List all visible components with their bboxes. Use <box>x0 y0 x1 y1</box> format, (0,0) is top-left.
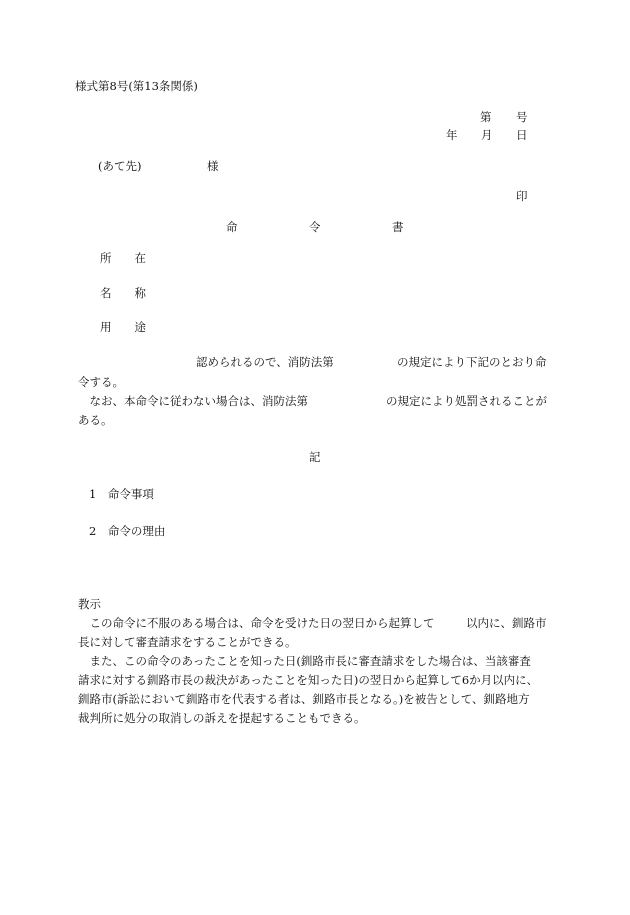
instruction-p2-line3: 釧路市(訴訟において釧路市を代表する者は、釧路市長となる。)を被告として、釧路地方 <box>78 692 530 706</box>
field-location: 所 在 <box>100 251 146 265</box>
instruction-p2-line2: 請求に対する釧路市長の裁決があったことを知った日)の翌日から起算して6か月以内に、 <box>78 673 539 687</box>
body-line1-a: 認められるので、消防法第 <box>196 355 334 369</box>
body-line2: 令する。 <box>78 375 124 389</box>
body-line4: ある。 <box>78 413 113 427</box>
addressee-label: (あて先) <box>98 159 142 173</box>
field-name: 名 称 <box>100 286 146 300</box>
instruction-p1-line1-a: この命令に不服のある場合は、命令を受けた日の翌日から起算して <box>78 616 435 630</box>
title-char-2: 令 <box>309 220 321 234</box>
instruction-p2-line4: 裁判所に処分の取消しの訴えを提起することもできる。 <box>78 711 366 725</box>
title-char-3: 書 <box>392 220 404 234</box>
doc-number-suffix: 号 <box>516 110 528 124</box>
instruction-p2-line1: また、この命令のあったことを知った日(釧路市長に審査請求をした場合は、当該審査 <box>78 654 531 668</box>
instruction-p1-line2: 長に対して審査請求をすることができる。 <box>78 635 297 649</box>
field-usage: 用 途 <box>100 320 146 334</box>
body-line3-a: なお、本命令に従わない場合は、消防法第 <box>78 394 308 408</box>
date-year: 年 <box>446 128 458 142</box>
title-char-1: 命 <box>226 220 238 234</box>
item-order-matters: 1 命令事項 <box>89 487 154 501</box>
form-number: 様式第8号(第13条関係) <box>75 79 198 93</box>
item-order-reason: 2 命令の理由 <box>89 524 166 538</box>
date-day: 日 <box>516 128 528 142</box>
ki-heading: 記 <box>309 450 321 464</box>
date-month: 月 <box>481 128 493 142</box>
seal-mark: 印 <box>516 189 528 203</box>
body-line1-b: の規定により下記のとおり命 <box>397 355 547 369</box>
body-line3-b: の規定により処罰されることが <box>386 394 547 408</box>
instruction-p1-line1-b: 以内に、釧路市 <box>466 616 547 630</box>
instruction-heading: 教示 <box>78 597 101 611</box>
addressee-honorific: 様 <box>207 159 219 173</box>
doc-number-prefix: 第 <box>480 110 492 124</box>
